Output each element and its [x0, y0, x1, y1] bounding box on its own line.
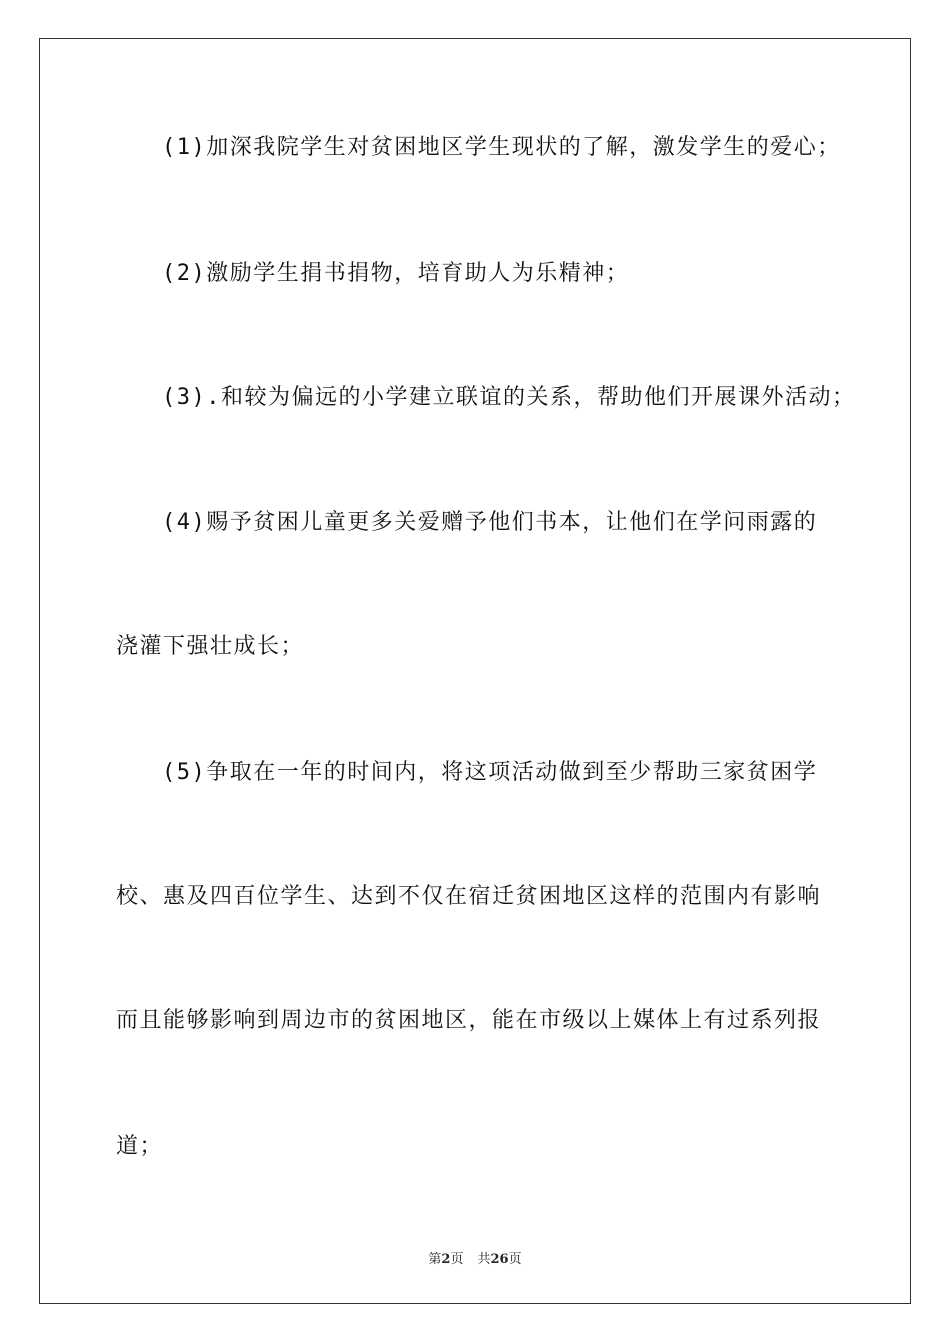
paragraph-line-9: 道； — [116, 1134, 164, 1159]
footer-page-prefix: 第 — [428, 1252, 442, 1267]
footer-page-number: 2 — [441, 1252, 451, 1267]
paragraph-line-6: (5)争取在一年的时间内，将这项活动做到至少帮助三家贫困学 — [162, 760, 818, 785]
paragraph-line-5: 浇灌下强壮成长； — [116, 634, 305, 659]
paragraph-line-3: (3).和较为偏远的小学建立联谊的关系，帮助他们开展课外活动； — [162, 385, 856, 410]
paragraph-line-1: (1)加深我院学生对贫困地区学生现状的了解，激发学生的爱心； — [162, 135, 841, 160]
paragraph-line-2: (2)激励学生捐书捐物，培育助人为乐精神； — [162, 261, 630, 286]
footer-total-number: 26 — [490, 1252, 509, 1267]
page-border — [39, 38, 911, 1304]
paragraph-line-8: 而且能够影响到周边市的贫困地区，能在市级以上媒体上有过系列报 — [116, 1008, 822, 1033]
page-footer — [0, 1248, 950, 1267]
footer-total-suffix: 页 — [508, 1252, 522, 1267]
paragraph-line-7: 校、惠及四百位学生、达到不仅在宿迁贫困地区这样的范围内有影响 — [116, 884, 822, 909]
footer-page-suffix: 页 — [450, 1252, 464, 1267]
footer-total-prefix: 共 — [477, 1252, 491, 1267]
paragraph-line-4: (4)赐予贫困儿童更多关爱赠予他们书本，让他们在学问雨露的 — [162, 510, 818, 535]
